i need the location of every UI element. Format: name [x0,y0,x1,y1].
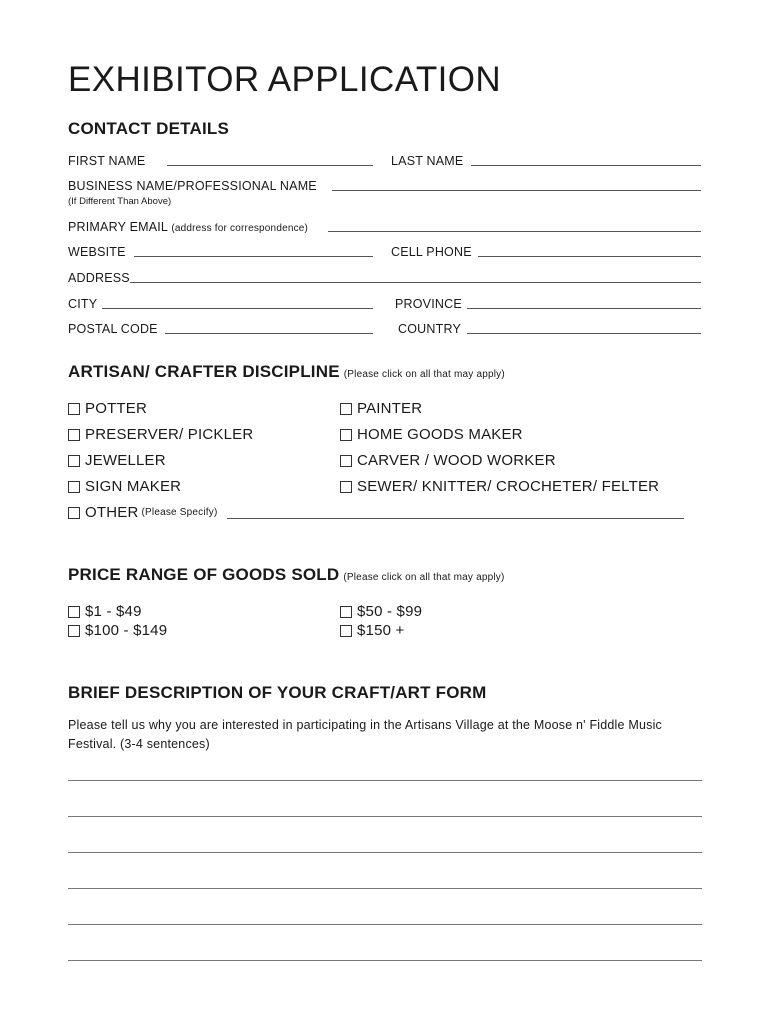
primary-email-field[interactable] [328,231,701,232]
postal-code-field[interactable] [165,333,373,334]
price-range-note: (Please click on all that may apply) [343,572,505,583]
option-label: $100 - $149 [85,622,168,639]
checkbox[interactable] [340,481,352,493]
postal-code-label: POSTAL CODE [68,322,158,336]
price-option-1-49[interactable] [68,603,142,620]
checkbox[interactable] [340,429,352,441]
option-label: OTHER [85,504,139,521]
price-option-100-149[interactable] [68,622,167,639]
option-label: JEWELLER [85,452,166,469]
cell-phone-field[interactable] [478,256,701,257]
option-label: CARVER / WOOD WORKER [357,452,556,469]
description-prompt: Please tell us why you are interested in participating in the Artisans Village at the Moose n' Fiddle Music Festival. (3-4 sentences) [68,718,663,751]
description-line-4[interactable] [68,888,702,889]
price-range-heading-text: PRICE RANGE OF GOODS SOLD [68,565,340,584]
price-option-50-99[interactable] [340,603,422,620]
business-name-note: (If Different Than Above) [68,196,172,207]
option-label: HOME GOODS MAKER [357,426,523,443]
province-label: PROVINCE [395,297,462,311]
option-label: SEWER/ KNITTER/ CROCHETER/ FELTER [357,478,660,495]
checkbox[interactable] [340,455,352,467]
website-field[interactable] [134,256,373,257]
discipline-heading [68,362,505,382]
discipline-option-painter[interactable] [340,400,422,417]
description-line-1[interactable] [68,780,702,781]
description-line-6[interactable] [68,960,702,961]
description-line-3[interactable] [68,852,702,853]
city-field[interactable] [102,308,373,309]
first-name-label: FIRST NAME [68,154,146,168]
checkbox[interactable] [68,606,80,618]
country-field[interactable] [467,333,701,334]
address-label: ADDRESS [68,271,130,285]
other-note: (Please Specify) [141,507,218,518]
last-name-label: LAST NAME [391,154,464,168]
checkbox[interactable] [68,481,80,493]
description-heading: BRIEF DESCRIPTION OF YOUR CRAFT/ART FORM [68,683,487,702]
discipline-note: (Please click on all that may apply) [343,369,505,380]
checkbox[interactable] [340,403,352,415]
last-name-field[interactable] [471,165,701,166]
option-label: PRESERVER/ PICKLER [85,426,254,443]
page-title: EXHIBITOR APPLICATION [68,60,502,99]
business-name-label: BUSINESS NAME/PROFESSIONAL NAME [68,179,317,193]
discipline-option-other[interactable] [68,504,218,521]
option-label: $50 - $99 [357,603,423,620]
checkbox[interactable] [68,507,80,519]
option-label: $1 - $49 [85,603,142,620]
price-option-150-plus[interactable] [340,622,405,639]
website-label: WEBSITE [68,245,126,259]
option-label: POTTER [85,400,148,417]
discipline-option-sewer[interactable] [340,478,659,495]
contact-details-heading: CONTACT DETAILS [68,119,230,138]
discipline-option-home-goods[interactable] [340,426,523,443]
option-label: $150 + [357,622,405,639]
cell-phone-label: CELL PHONE [391,245,472,259]
checkbox[interactable] [340,625,352,637]
discipline-option-jeweller[interactable] [68,452,166,469]
discipline-option-carver[interactable] [340,452,556,469]
checkbox[interactable] [68,455,80,467]
description-line-5[interactable] [68,924,702,925]
checkbox[interactable] [340,606,352,618]
price-range-heading [68,565,505,585]
discipline-option-potter[interactable] [68,400,147,417]
option-label: PAINTER [357,400,423,417]
discipline-heading-text: ARTISAN/ CRAFTER DISCIPLINE [68,362,340,381]
primary-email-row [68,220,308,234]
checkbox[interactable] [68,429,80,441]
primary-email-label: PRIMARY EMAIL [68,220,168,234]
province-field[interactable] [467,308,701,309]
primary-email-note: (address for correspondence) [171,223,309,234]
discipline-option-preserver[interactable] [68,426,253,443]
first-name-field[interactable] [167,165,373,166]
other-specify-field[interactable] [227,518,684,519]
business-name-field[interactable] [332,190,701,191]
country-label: COUNTRY [398,322,461,336]
discipline-option-sign-maker[interactable] [68,478,181,495]
checkbox[interactable] [68,625,80,637]
city-label: CITY [68,297,98,311]
address-field[interactable] [130,282,701,283]
option-label: SIGN MAKER [85,478,182,495]
checkbox[interactable] [68,403,80,415]
description-line-2[interactable] [68,816,702,817]
